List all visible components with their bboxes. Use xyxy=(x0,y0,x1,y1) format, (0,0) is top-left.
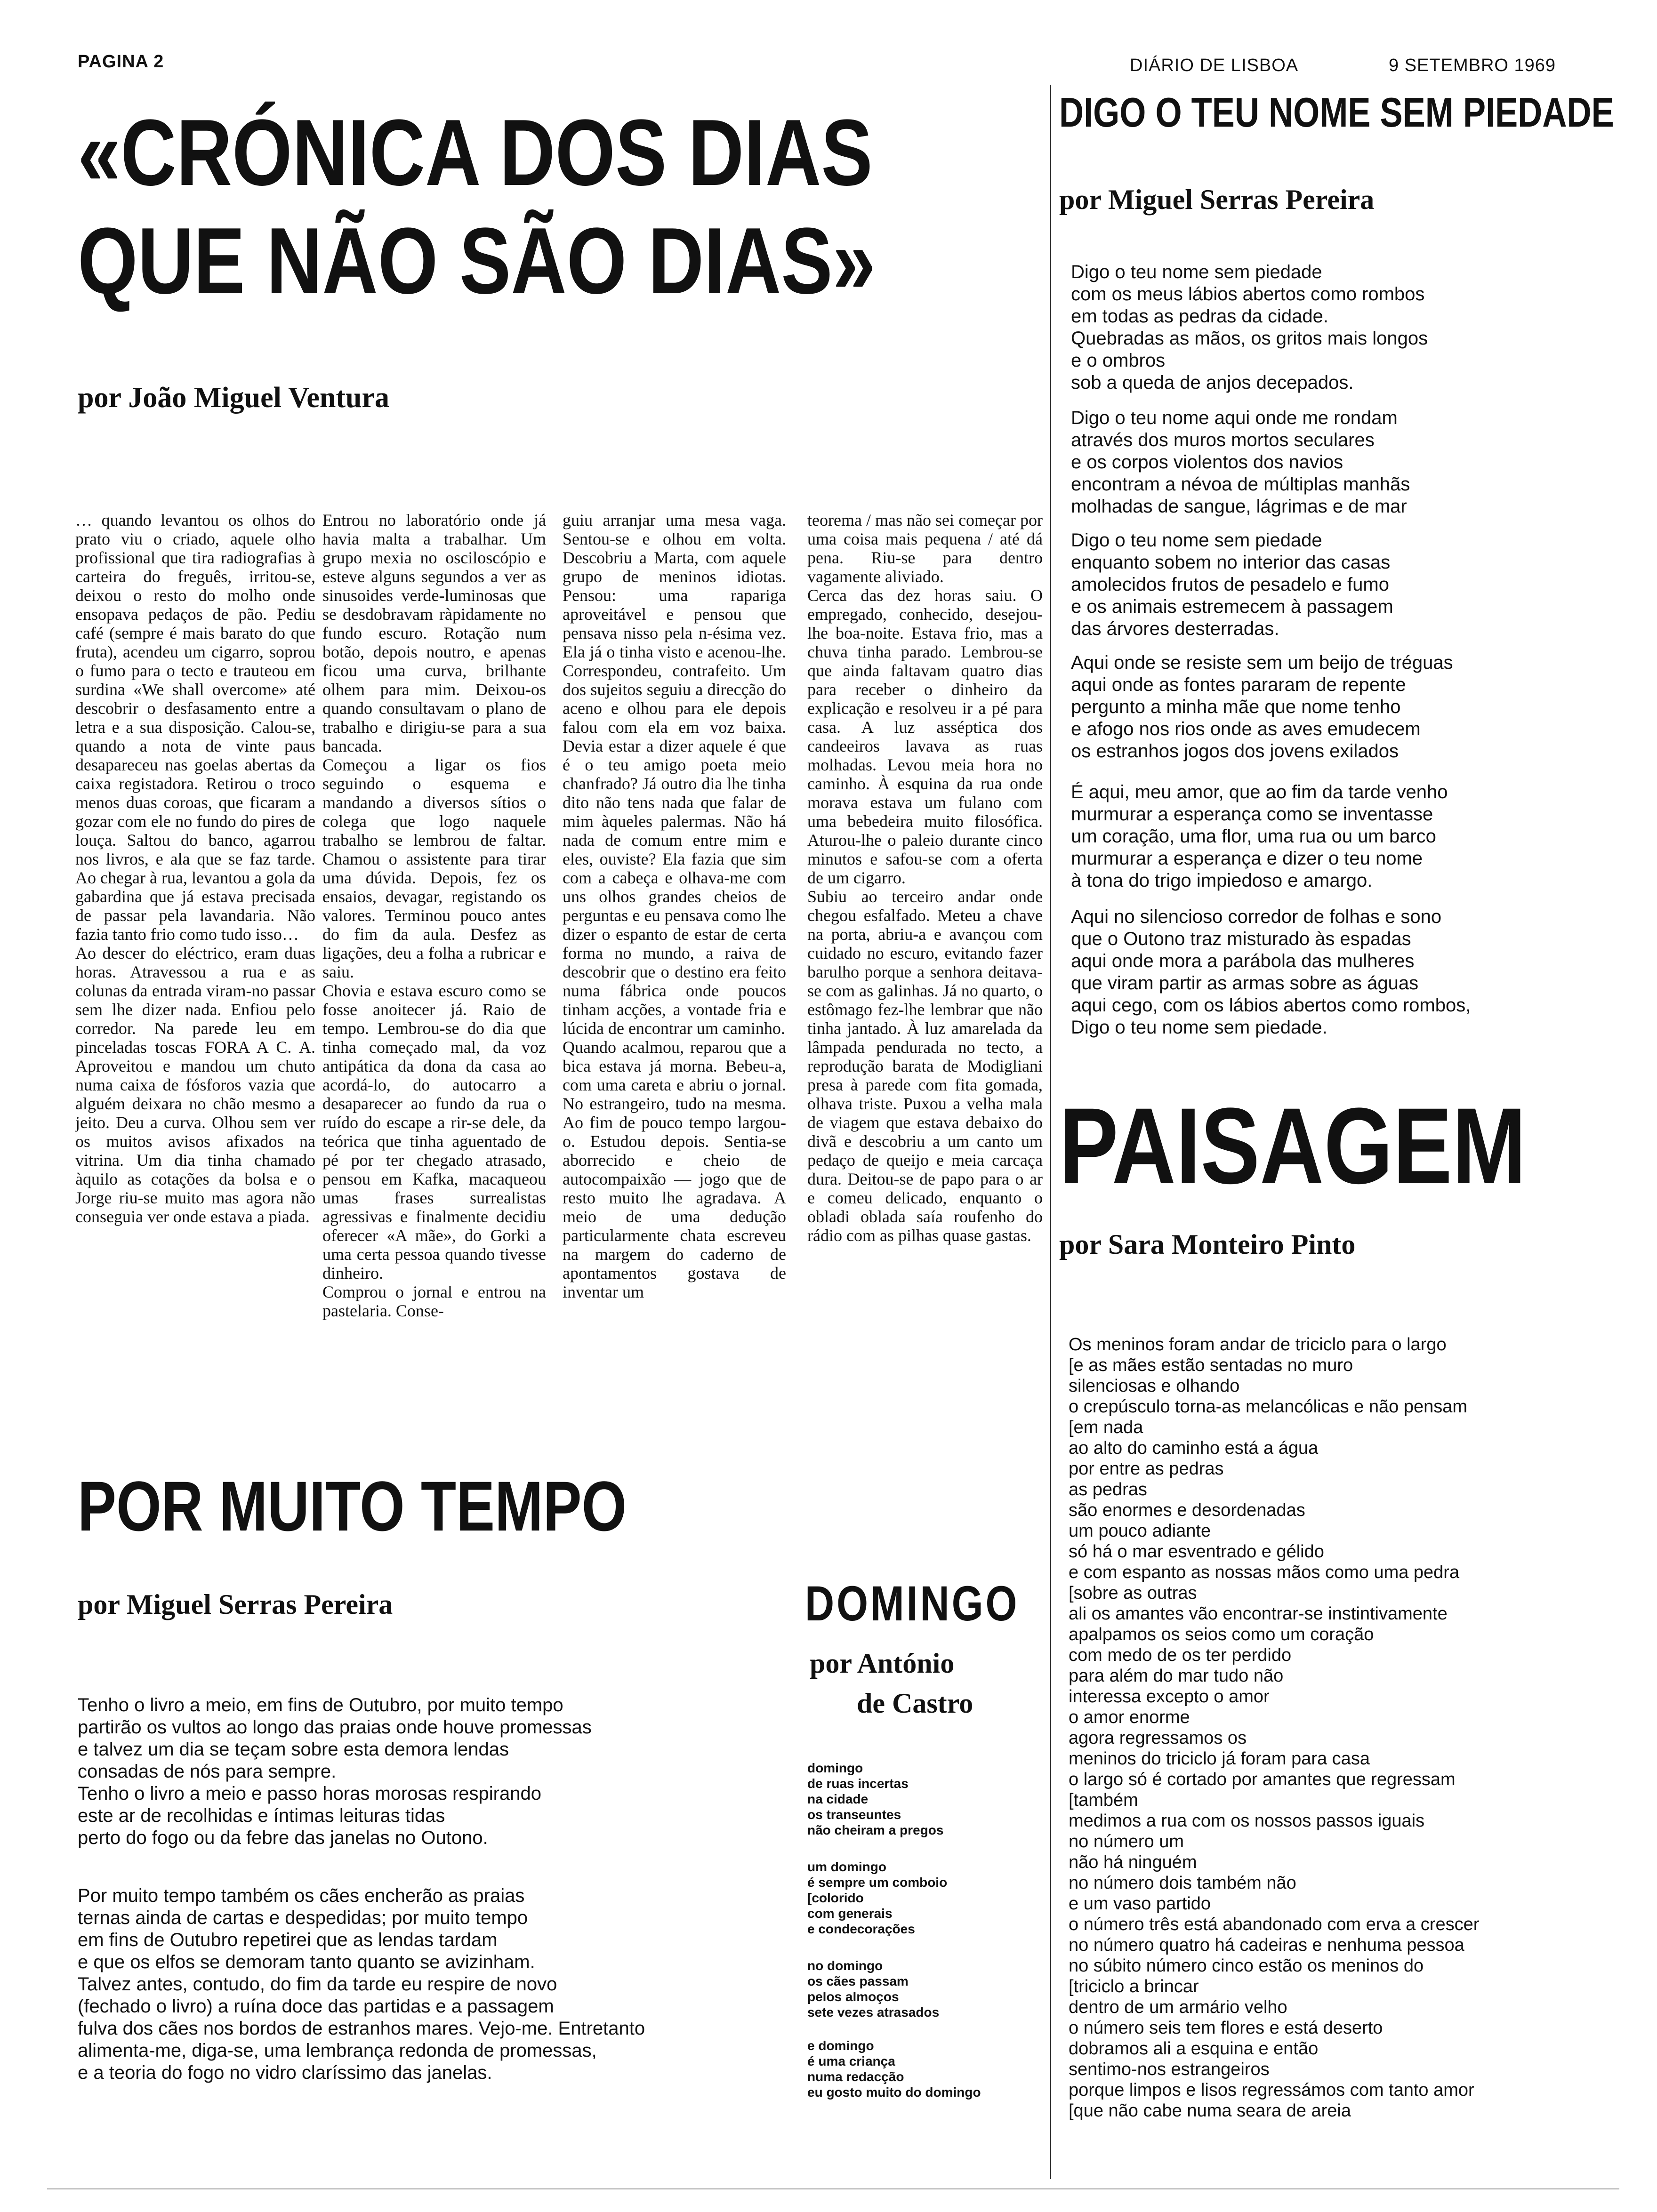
page-number: PAGINA 2 xyxy=(78,52,164,72)
digo-stanza: Digo o teu nome aqui onde me rondam através dos muros mortos seculares e os corpos violentos dos navios encontram a névoa de múltiplas manhãs molhadas de sangue, lágrimas e de mar xyxy=(1071,408,1410,517)
digo-stanza: Aqui no silencioso corredor de folhas e sono que o Outono traz misturado às espadas aqui onde mora a parábola das mulheres que viram partir as armas sobre as águas aqui cego, com os lábios abertos como rombos, Digo o teu nome sem piedade. xyxy=(1071,906,1471,1038)
cronica-column-3: guiu arranjar uma mesa vaga. Sentou-se e olhou em volta. Descobriu a Marta, com aquele grupo de meninos idiotas. Pensou: uma rapariga aproveitável e pensou que pensava nisso pela n-ésima vez. Ela já o tinha visto e acenou-lhe. Correspondeu, contrafeito. Um dos sujeitos seguiu a direcção do aceno e olhou para ele depois falou com ela em voz baixa. Devia estar a dizer aquele é que é o teu amigo poeta meio chanfrado? Já outro dia lhe tinha dito não tens nada que falar de mim àqueles palermas. Não há nada de comum entre mim e eles, ouviste? Ela fazia que sim com a cabeça e olhava-me com uns olhos grandes cheios de perguntas e eu pensava como lhe dizer o espanto de estar de certa forma no mundo, a raiva de descobrir que o destino era feito numa fábrica onde poucos tinham acções, a vontade fria e lúcida de encontrar um caminho. Quando acalmou, reparou que a bica estava já morna. Bebeu-a, com uma careta e abriu o jornal. No estrangeiro, tudo na mesma. Ao fim de pouco tempo largou-o. Estudou depois. Sentia-se aborrecido e cheio de autocompaixão — jogo que de resto muito lhe agradava. A meio de uma dedução particularmente chata escreveu na margem do caderno de apontamentos gostava de inventar um xyxy=(563,511,786,1301)
domingo-title: DOMINGO xyxy=(805,1576,1020,1631)
muito-byline: por Miguel Serras Pereira xyxy=(78,1589,393,1620)
cronica-byline: por João Miguel Ventura xyxy=(78,382,389,414)
paisagem-text: Os meninos foram andar de triciclo para o largo [e as mães estão sentadas no muro silenciosas e olhando o crepúsculo torna-as melancólicas e não pensam [em nada ao alto do caminho está a água por entre as pedras as pedras são enormes e desordenadas um pouco adiante só há o mar esventrado e gélido e com espanto as nossas mãos como uma pedra [sobre as outras ali os amantes vão encontrar-se instintivamente apalpamos os seios como um coração com medo de os ter perdido para além do mar tudo não interessa excepto o amor o amor enorme agora regressamos os meninos do triciclo já foram para casa o largo só é cortado por amantes que regressam [também medimos a rua com os nossos passos iguais no número um não há ninguém no número dois também não e um vaso partido o número três está abandonado com erva a crescer no número quatro há cadeiras e nenhuma pessoa no súbito número cinco estão os meninos do [triciclo a brincar dentro de um armário velho o número seis tem flores e está deserto dobramos ali a esquina e então sentimo-nos estrangeiros porque limpos e lisos regressámos com tanto amor [que não cabe numa seara de areia xyxy=(1069,1335,1480,2121)
domingo-stanza: um domingo é sempre um comboio [colorido com generais e condecorações xyxy=(807,1859,948,1936)
domingo-stanza: no domingo os cães passam pelos almoços sete vezes atrasados xyxy=(807,1958,940,2020)
cronica-column-2: Entrou no laboratório onde já havia malta a trabalhar. Um grupo mexia no osciloscópio e esteve alguns segundos a ver as sinusoides verde-luminosas que se desdobravam ràpidamente no fundo escuro. Rotação num botão, depois noutro, e apenas ficou uma curva, brilhante olhem para mim. Deixou-os quando consultavam o plano de trabalho e dirigiu-se para a sua bancada. Começou a ligar os fios seguindo o esquema e mandando a diversos sítios o colega que logo naquele trabalho se lembrou de faltar. Chamou o assistente para tirar uma dúvida. Depois, fez os ensaios, devagar, registando os valores. Terminou pouco antes do fim da aula. Desfez as ligações, deu a folha a rubricar e saiu. Chovia e estava escuro como se fosse anoitecer já. Raio de tempo. Lembrou-se do dia que tinha começado mal, da voz antipática da dona da casa ao acordá-lo, do autocarro a desaparecer ao fundo da rua o ruído do escape a rir-se dele, da teórica que tinha aguentado de pé por ter chegado atrasado, pensou em Kafka, macaqueou umas frases surrealistas agressivas e finalmente decidiu oferecer «A mãe», do Gorki a uma certa pessoa quando tivesse dinheiro. Comprou o jornal e entrou na pastelaria. Conse- xyxy=(322,511,546,1320)
cronica-column-4: teorema / mas não sei começar por uma coisa mais pequena / até dá pena. Riu-se para dentro vagamente aliviado. Cerca das dez horas saiu. O empregado, conhecido, desejou-lhe boa-noite. Estava frio, mas a chuva tinha parado. Lembrou-se que ainda faltavam quatro dias para receber o dinheiro da explicação e resolveu ir a pé para casa. A luz asséptica dos candeeiros lavava as ruas molhadas. Levou meia hora no caminho. À esquina da rua onde morava estava um fulano com uma bebedeira muito filosófica. Aturou-lhe o paleio durante cinco minutos e safou-se com a oferta de um cigarro. Subiu ao terceiro andar onde chegou esfalfado. Meteu a chave na porta, abriu-a e avançou com cuidado no escuro, evitando fazer barulho porque a senhora deitava-se com as galinhas. Já no quarto, o estômago fez-lhe lembrar que não tinha jantado. À luz amarelada da lâmpada pendurada no tecto, a reprodução barata de Modigliani presa à parede com fita gomada, olhava triste. Puxou a velha mala de viagem que estava debaixo do divã e descobriu a um canto um pedaço de queijo e meia carcaça dura. Deitou-se de papo para o ar e comeu delicado, enquanto o obladi oblada saía roufenho do rádio com as pilhas quase gastas. xyxy=(807,511,1043,1245)
column-divider xyxy=(1050,85,1051,2179)
bottom-rule xyxy=(47,2188,1619,2189)
domingo-byline-2: de Castro xyxy=(857,1688,973,1719)
domingo-stanza: e domingo é uma criança numa redacção eu gosto muito do domingo xyxy=(807,2038,981,2100)
cronica-title-line1: «CRÓNICA DOS DIAS xyxy=(78,100,873,205)
muito-title: POR MUITO TEMPO xyxy=(78,1467,627,1546)
paisagem-title: PAISAGEM xyxy=(1059,1085,1526,1206)
digo-stanza: Digo o teu nome sem piedade com os meus lábios abertos como rombos em todas as pedras da cidade. Quebradas as mãos, os gritos mais longos e o ombros sob a queda de anjos decepados. xyxy=(1071,262,1428,393)
paisagem-byline: por Sara Monteiro Pinto xyxy=(1059,1229,1356,1260)
domingo-stanza: domingo de ruas incertas na cidade os transeuntes não cheiram a pregos xyxy=(807,1761,944,1837)
digo-stanza: Aqui onde se resiste sem um beijo de tréguas aqui onde as fontes pararam de repente pergunto a minha mãe que nome tenho e afogo nos rios onde as aves emudecem os estranhos jogos dos jovens exilados xyxy=(1071,652,1453,761)
muito-stanza: Tenho o livro a meio, em fins de Outubro, por muito tempo partirão os vultos ao longo das praias onde houve promessas e talvez um dia se teçam sobre esta demora lendas consadas de nós para sempre. Tenho o livro a meio e passo horas morosas respirando este ar de recolhidas e íntimas leituras tidas perto do fogo ou da febre das janelas no Outono. xyxy=(78,1695,592,1848)
issue-date: 9 SETEMBRO 1969 xyxy=(1389,56,1556,75)
digo-stanza: É aqui, meu amor, que ao fim da tarde venho murmurar a esperança como se inventasse um coração, uma flor, uma rua ou um barco murmurar a esperança e dizer o teu nome à tona do trigo impiedoso e amargo. xyxy=(1071,782,1448,891)
cronica-title-line2: QUE NÃO SÃO DIAS» xyxy=(78,208,876,313)
domingo-byline: por António xyxy=(810,1648,955,1679)
digo-byline: por Miguel Serras Pereira xyxy=(1059,184,1375,215)
muito-stanza: Por muito tempo também os cães encherão as praias ternas ainda de cartas e despedidas; por muito tempo em fins de Outubro repetirei que as lendas tardam e que os elfos se demoram tanto quanto se avizinham. Talvez antes, contudo, do fim da tarde eu respire de novo (fechado o livro) a ruína doce das partidas e a passagem fulva dos cães nos bordos de estranhos mares. Vejo-me. Entretanto alimenta-me, diga-se, uma lembrança redonda de promessas, e a teoria do fogo no vidro claríssimo das janelas. xyxy=(78,1885,645,2083)
newspaper-name: DIÁRIO DE LISBOA xyxy=(1130,56,1299,75)
digo-title: DIGO O TEU NOME SEM PIEDADE xyxy=(1059,89,1614,136)
digo-stanza: Digo o teu nome sem piedade enquanto sobem no interior das casas amolecidos frutos de pesadelo e fumo e os animais estremecem à passagem das árvores desterradas. xyxy=(1071,530,1393,639)
cronica-column-1: … quando levantou os olhos do prato viu o criado, aquele olho profissional que tira radiografias à carteira do freguês, irritou-se, deixou o resto do molho onde ensopava pedaços de pão. Pediu café (sempre é mais barato do que fruta), acendeu um cigarro, soprou o fumo para o tecto e trauteou em surdina «We shall overcome» até descobrir o desfasamento entre a letra e a sua disposição. Calou-se, quando a nota de vinte paus desapareceu nas goelas abertas da caixa registadora. Retirou o troco menos duas coroas, que ficaram a gozar com ele no fundo do pires de louça. Saltou do banco, agarrou nos livros, e ala que se faz tarde. Ao chegar à rua, levantou a gola da gabardina que já estava precisada de passar pela lavandaria. Não fazia tanto frio como tudo isso… Ao descer do eléctrico, eram duas horas. Atravessou a rua e as colunas da entrada viram-no passar sem lhe dizer nada. Enfiou pelo corredor. Na parede leu em pinceladas toscas FORA A C. A. Aproveitou e mandou um chuto numa caixa de fósforos vazia que alguém deixara no chão mesmo a jeito. Deu a curva. Olhou sem ver os muitos avisos afixados na vitrina. Um dia tinha chamado àquilo as cotações da bolsa e o Jorge riu-se muito mas agora não conseguia ver onde estava a piada. xyxy=(75,511,315,1226)
